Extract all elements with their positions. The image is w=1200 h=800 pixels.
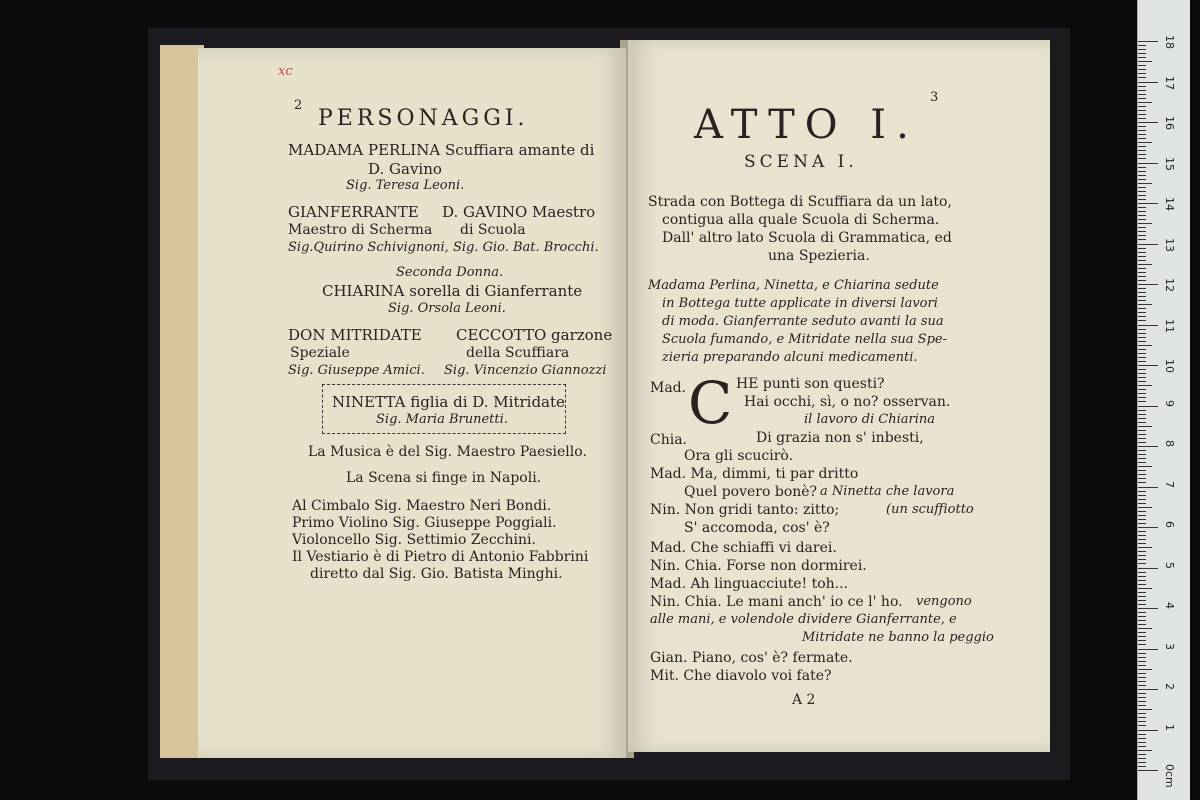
- ruler-label: 4: [1163, 602, 1176, 609]
- ruler-tick: [1138, 559, 1146, 560]
- ruler-tick: [1138, 175, 1146, 176]
- stage-direction: il lavoro di Chiarina: [804, 412, 936, 427]
- ruler-tick: [1138, 717, 1146, 718]
- ruler-tick: [1138, 628, 1152, 629]
- ruler-tick: [1138, 406, 1158, 407]
- ruler-tick: [1138, 466, 1152, 467]
- ruler-tick: [1138, 649, 1158, 650]
- stage-direction: (un scuffiotto: [886, 502, 974, 517]
- ruler-tick: [1138, 61, 1152, 62]
- ruler-tick: [1138, 377, 1146, 378]
- ruler-tick: [1138, 300, 1146, 301]
- ruler-tick: [1138, 414, 1146, 415]
- ruler-tick: [1138, 142, 1152, 143]
- ruler-tick: [1138, 345, 1152, 346]
- ruler-tick: [1138, 389, 1146, 390]
- ruler-tick: [1138, 203, 1158, 204]
- setting-line: Strada con Bottega di Scuffiara da un lato,: [648, 194, 952, 210]
- ruler-tick: [1138, 438, 1146, 439]
- ruler-tick: [1138, 114, 1146, 115]
- credit-line: diretto dal Sig. Gio. Batista Minghi.: [310, 566, 563, 582]
- ruler-tick: [1138, 171, 1146, 172]
- ruler-tick: [1138, 69, 1146, 70]
- gianferrante-gavino-singers: Sig.Quirino Schivignoni, Sig. Gio. Bat. Brocchi.: [288, 240, 599, 255]
- ruler-label: 6: [1163, 521, 1176, 528]
- gianferrante-role: Maestro di Scherma: [288, 222, 433, 238]
- ruler-tick: [1138, 130, 1146, 131]
- dialogue-line: Hai occhi, sì, o no? osservan.: [744, 394, 951, 410]
- ruler-tick: [1138, 754, 1146, 755]
- ruler-tick: [1138, 640, 1146, 641]
- ruler-tick: [1138, 154, 1146, 155]
- ruler-tick: [1138, 292, 1146, 293]
- ruler-tick: [1138, 551, 1146, 552]
- ruler-tick: [1138, 146, 1146, 147]
- ruler-tick: [1138, 179, 1146, 180]
- ruler-tick: [1138, 138, 1146, 139]
- ruler-tick: [1138, 738, 1146, 739]
- ruler-tick: [1138, 349, 1146, 350]
- ruler-tick: [1138, 446, 1158, 447]
- ruler-tick: [1138, 470, 1146, 471]
- ruler-tick: [1138, 673, 1146, 674]
- setting-line: Dall' altro lato Scuola di Grammatica, ed: [662, 230, 952, 246]
- ruler-tick: [1138, 612, 1146, 613]
- ruler-label: 8: [1163, 440, 1176, 447]
- ruler-tick: [1138, 337, 1146, 338]
- ruler-tick: [1138, 592, 1146, 593]
- ruler-tick: [1138, 276, 1146, 277]
- ruler-tick: [1138, 215, 1146, 216]
- perlina-singer: Sig. Teresa Leoni.: [346, 178, 465, 193]
- ruler-tick: [1138, 288, 1146, 289]
- ruler-tick: [1138, 766, 1146, 767]
- mitridate-name: DON MITRIDATE: [288, 326, 422, 344]
- ruler-tick: [1138, 697, 1146, 698]
- credit-line: Primo Violino Sig. Giuseppe Poggiali.: [292, 515, 557, 531]
- ruler-tick: [1138, 730, 1158, 731]
- ruler-tick: [1138, 685, 1146, 686]
- ruler-tick: [1138, 495, 1146, 496]
- ruler-tick: [1138, 244, 1158, 245]
- ruler-tick: [1138, 102, 1152, 103]
- ruler-tick: [1138, 422, 1146, 423]
- ruler-tick: [1138, 478, 1146, 479]
- ruler-tick: [1138, 669, 1152, 670]
- stage-direction-line: zieria preparando alcuni medicamenti.: [662, 350, 918, 365]
- perlina-name: MADAMA PERLINA Scuffiara amante di: [288, 141, 595, 159]
- ruler-tick: [1138, 219, 1146, 220]
- ruler-label: 7: [1163, 480, 1176, 488]
- ruler-tick: [1138, 608, 1158, 609]
- dialogue-line: Gian. Piano, cos' è? fermate.: [650, 650, 853, 666]
- ruler-label: 5: [1163, 561, 1176, 569]
- ruler-tick: [1138, 693, 1146, 694]
- ruler-tick: [1138, 519, 1146, 520]
- ruler-tick: [1138, 118, 1146, 119]
- ruler-tick: [1138, 742, 1146, 743]
- ruler-tick: [1138, 430, 1146, 431]
- ninetta-singer: Sig. Maria Brunetti.: [376, 412, 508, 427]
- speaker-label: Chia.: [650, 432, 688, 448]
- ruler-tick: [1138, 604, 1146, 605]
- ruler-tick: [1138, 576, 1146, 577]
- ruler-tick: [1138, 555, 1146, 556]
- ruler-label: 11: [1163, 318, 1176, 333]
- dialogue-line: Mad. Ah linguacciute! toh...: [650, 576, 849, 592]
- ruler-tick: [1138, 65, 1146, 66]
- ruler-tick: [1138, 568, 1158, 569]
- ruler-tick: [1138, 320, 1146, 321]
- ruler-tick: [1138, 572, 1146, 573]
- ruler-tick: [1138, 450, 1146, 451]
- ruler-tick: [1138, 507, 1152, 508]
- ruler-label: 2: [1163, 683, 1176, 690]
- stage-direction: Mitridate ne banno la peggio: [802, 630, 994, 645]
- ruler-tick: [1138, 632, 1146, 633]
- ruler-tick: [1138, 90, 1146, 91]
- ruler-tick: [1138, 709, 1152, 710]
- ninetta-name: NINETTA figlia di D. Mitridate: [332, 393, 565, 411]
- ruler-tick: [1138, 527, 1158, 528]
- stage-direction: alle mani, e volendole dividere Gianferrante, e: [650, 612, 957, 627]
- ruler-tick: [1138, 49, 1146, 50]
- ruler-tick: [1138, 264, 1152, 265]
- ruler-tick: [1138, 503, 1146, 504]
- ruler-tick: [1138, 284, 1158, 285]
- ruler-tick: [1138, 762, 1146, 763]
- ruler-tick: [1138, 252, 1146, 253]
- ruler-label: 16: [1163, 116, 1176, 130]
- ruler-tick: [1138, 106, 1146, 107]
- ruler-tick: [1138, 223, 1152, 224]
- ruler-tick: [1138, 454, 1146, 455]
- setting-line: contigua alla quale Scuola di Scherma.: [662, 212, 940, 228]
- dialogue-line: Nin. Chia. Le mani anch' io ce l' ho.: [650, 594, 903, 610]
- personaggi-title: PERSONAGGI.: [318, 106, 529, 131]
- ruler-tick: [1138, 57, 1146, 58]
- ruler-tick: [1138, 701, 1146, 702]
- ruler-tick: [1138, 150, 1146, 151]
- stage-direction-line: in Bottega tutte applicate in diversi lavori: [662, 296, 938, 311]
- ruler-tick: [1138, 616, 1146, 617]
- ruler-tick: [1138, 734, 1146, 735]
- ruler-tick: [1138, 636, 1146, 637]
- ruler-tick: [1138, 653, 1146, 654]
- ruler-tick: [1138, 462, 1146, 463]
- ruler-tick: [1138, 677, 1146, 678]
- ruler-tick: [1138, 580, 1146, 581]
- ruler-tick: [1138, 77, 1146, 78]
- stage-direction-line: Madama Perlina, Ninetta, e Chiarina sedute: [648, 278, 939, 293]
- ruler-tick: [1138, 474, 1146, 475]
- ruler-tick: [1138, 584, 1146, 585]
- ruler-tick: [1138, 231, 1146, 232]
- credit-line: Il Vestiario è di Pietro di Antonio Fabbrini: [292, 549, 589, 565]
- ruler-tick: [1138, 86, 1146, 87]
- ruler-tick: [1138, 122, 1158, 123]
- ruler-tick: [1138, 272, 1146, 273]
- ruler-label: 18: [1163, 35, 1176, 49]
- ruler-tick: [1138, 713, 1146, 714]
- speaker-label: Mad.: [650, 380, 687, 396]
- setting-line: una Spezieria.: [768, 248, 870, 264]
- ruler-tick: [1138, 499, 1146, 500]
- gavino-role: di Scuola: [460, 222, 526, 238]
- scena-heading: SCENA I.: [744, 152, 858, 172]
- ruler-tick: [1138, 596, 1146, 597]
- gianferrante-name: GIANFERRANTE: [288, 203, 419, 221]
- dialogue-line: Mit. Che diavolo voi fate?: [650, 668, 832, 684]
- ruler-tick: [1138, 385, 1152, 386]
- ruler-tick: [1138, 329, 1146, 330]
- credit-line: Al Cimbalo Sig. Maestro Neri Bondi.: [292, 498, 552, 514]
- ruler-tick: [1138, 256, 1146, 257]
- ruler-tick: [1138, 487, 1158, 488]
- ruler-tick: [1138, 73, 1146, 74]
- ruler-tick: [1138, 600, 1146, 601]
- ruler-tick: [1138, 308, 1146, 309]
- ruler-tick: [1138, 689, 1158, 690]
- ruler-tick: [1138, 539, 1146, 540]
- ruler-tick: [1138, 316, 1146, 317]
- ruler-tick: [1138, 401, 1146, 402]
- ruler-tick: [1138, 191, 1146, 192]
- ruler-tick: [1138, 227, 1146, 228]
- right-page-number: 3: [930, 90, 939, 105]
- ruler-tick: [1138, 434, 1146, 435]
- ceccotto-singer: Sig. Vincenzio Giannozzi: [444, 363, 607, 378]
- ruler-tick: [1138, 624, 1146, 625]
- musica-credit: La Musica è del Sig. Maestro Paesiello.: [308, 444, 587, 460]
- dialogue-line: Mad. Ma, dimmi, ti par dritto: [650, 466, 859, 482]
- ruler-tick: [1138, 397, 1146, 398]
- dialogue-line: Mad. Che schiaffi vi darei.: [650, 540, 837, 556]
- ruler-tick: [1138, 158, 1146, 159]
- dialogue-line: Di grazia non s' inbesti,: [756, 430, 924, 446]
- ruler-tick: [1138, 187, 1146, 188]
- ruler-tick: [1138, 235, 1146, 236]
- ruler-tick: [1138, 280, 1146, 281]
- ruler-tick: [1138, 770, 1158, 771]
- stage-direction: a Ninetta che lavora: [820, 484, 955, 499]
- ruler-tick: [1138, 94, 1146, 95]
- ruler-tick: [1138, 620, 1146, 621]
- mitridate-singer: Sig. Giuseppe Amici.: [288, 363, 425, 378]
- ruler-tick: [1138, 296, 1146, 297]
- dialogue-line: Nin. Non gridi tanto: zitto;: [650, 502, 840, 518]
- ruler-tick: [1138, 393, 1146, 394]
- ruler-tick: [1138, 721, 1146, 722]
- ruler-tick: [1138, 426, 1152, 427]
- ruler-tick: [1138, 491, 1146, 492]
- handwritten-mark: xc: [278, 64, 293, 79]
- ruler-label: 1: [1163, 723, 1176, 731]
- ruler-tick: [1138, 661, 1146, 662]
- ruler-tick: [1138, 357, 1146, 358]
- ruler-tick: [1138, 750, 1152, 751]
- ruler-tick: [1138, 543, 1146, 544]
- ruler-label: 12: [1163, 278, 1176, 292]
- ruler-tick: [1138, 260, 1146, 261]
- ruler-tick: [1138, 657, 1146, 658]
- ruler-tick: [1138, 268, 1146, 269]
- ruler-tick: [1138, 325, 1158, 326]
- gavino-name: D. GAVINO Maestro: [442, 203, 596, 221]
- ruler-tick: [1138, 523, 1146, 524]
- ruler-tick: [1138, 163, 1158, 164]
- ceccotto-name: CECCOTTO garzone: [456, 326, 613, 344]
- ceccotto-role: della Scuffiara: [466, 345, 570, 361]
- ruler-tick: [1138, 82, 1158, 83]
- mitridate-role: Speziale: [290, 345, 350, 361]
- ruler-tick: [1138, 725, 1146, 726]
- ruler-tick: [1138, 304, 1152, 305]
- ruler-tick: [1138, 312, 1146, 313]
- ruler-tick: [1138, 705, 1146, 706]
- ruler-tick: [1138, 511, 1146, 512]
- ruler-tick: [1138, 365, 1158, 366]
- ninetta-frame: [322, 384, 566, 434]
- ruler-tick: [1138, 410, 1146, 411]
- ruler-tick: [1138, 563, 1146, 564]
- ruler-tick: [1138, 535, 1146, 536]
- ruler-tick: [1138, 369, 1146, 370]
- ruler-tick: [1138, 418, 1146, 419]
- ruler-tick: [1138, 211, 1146, 212]
- dialogue-line: Nin. Chia. Forse non dormirei.: [650, 558, 867, 574]
- ruler-tick: [1138, 381, 1146, 382]
- left-page-number: 2: [294, 98, 303, 113]
- ruler-tick: [1138, 531, 1146, 532]
- ruler-label: 9: [1163, 399, 1176, 407]
- dialogue-line: HE punti son questi?: [736, 376, 885, 392]
- drop-cap: C: [688, 369, 733, 437]
- ruler-tick: [1138, 644, 1146, 645]
- ruler-tick: [1138, 207, 1146, 208]
- scena-napoli: La Scena si finge in Napoli.: [346, 470, 542, 486]
- ruler-tick: [1138, 482, 1146, 483]
- ruler-tick: [1138, 442, 1146, 443]
- ruler-tick: [1138, 195, 1146, 196]
- ruler-tick: [1138, 361, 1146, 362]
- ruler-tick: [1138, 588, 1152, 589]
- chiarina-name: CHIARINA sorella di Gianferrante: [322, 282, 583, 300]
- ruler-tick: [1138, 45, 1146, 46]
- ruler-label: 17: [1163, 75, 1176, 90]
- ruler-tick: [1138, 110, 1146, 111]
- seconda-donna: Seconda Donna.: [396, 265, 504, 280]
- credit-line: Violoncello Sig. Settimio Zecchini.: [292, 532, 536, 548]
- stage-direction-line: Scuola fumando, e Mitridate nella sua Spe-: [662, 332, 947, 347]
- right-page: [628, 40, 1050, 752]
- ruler-tick: [1138, 134, 1146, 135]
- ruler-tick: [1138, 458, 1146, 459]
- stage-direction-line: di moda. Gianferrante seduto avanti la sua: [662, 314, 944, 329]
- ruler-tick: [1138, 126, 1146, 127]
- ruler-label: 13: [1163, 237, 1176, 252]
- ruler-tick: [1138, 199, 1146, 200]
- ruler-tick: [1138, 758, 1146, 759]
- ruler-label: 0cm: [1163, 764, 1176, 788]
- ruler-tick: [1138, 665, 1146, 666]
- stage-direction: vengono: [916, 594, 972, 609]
- ruler-tick: [1138, 333, 1146, 334]
- signature-mark: A 2: [792, 692, 816, 708]
- ruler-tick: [1138, 167, 1146, 168]
- ruler-tick: [1138, 239, 1146, 240]
- ruler-tick: [1138, 373, 1146, 374]
- atto-heading: ATTO I.: [694, 102, 919, 148]
- ruler-tick: [1138, 746, 1146, 747]
- ruler-tick: [1138, 515, 1146, 516]
- dialogue-line: S' accomoda, cos' è?: [684, 520, 830, 536]
- ruler-label: 15: [1163, 156, 1176, 171]
- perlina-line2: D. Gavino: [368, 160, 442, 178]
- chiarina-singer: Sig. Orsola Leoni.: [388, 301, 506, 316]
- ruler-label: 3: [1163, 642, 1176, 650]
- ruler-tick: [1138, 98, 1146, 99]
- ruler-label: 10: [1163, 359, 1176, 373]
- ruler-tick: [1138, 547, 1152, 548]
- ruler-tick: [1138, 341, 1146, 342]
- ruler-tick: [1138, 53, 1146, 54]
- ruler-tick: [1138, 248, 1146, 249]
- ruler-tick: [1138, 353, 1146, 354]
- dialogue-line: Ora gli scucirò.: [684, 448, 794, 464]
- ruler-label: 14: [1163, 197, 1176, 211]
- dialogue-line: Quel povero bonè?: [684, 484, 818, 500]
- measurement-ruler: [1137, 0, 1190, 800]
- ruler-tick: [1138, 681, 1146, 682]
- ruler-tick: [1138, 41, 1158, 42]
- ruler-tick: [1138, 183, 1152, 184]
